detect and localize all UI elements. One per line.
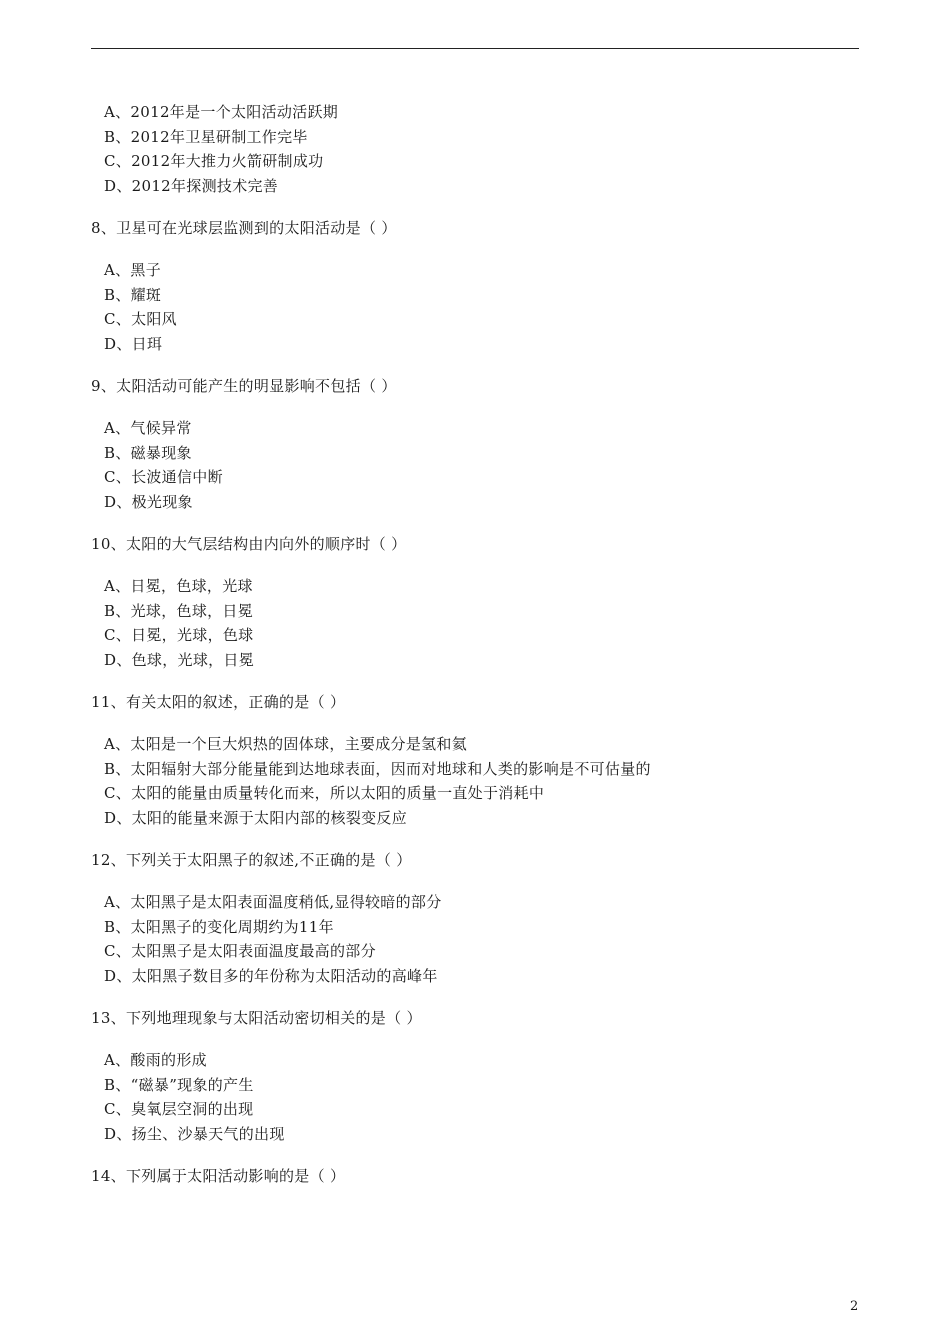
option-q13-a: A、酸雨的形成 [104,1051,207,1069]
option-q9-b: B、磁暴现象 [104,444,192,462]
option-q13-d: D、扬尘、沙暴天气的出现 [104,1125,285,1143]
option-q7-a: A、2012年是一个太阳活动活跃期 [104,103,339,121]
option-q11-a: A、太阳是一个巨大炽热的固体球，主要成分是氢和氦 [104,735,468,753]
option-q8-b: B、耀斑 [104,286,162,304]
option-q7-b: B、2012年卫星研制工作完毕 [104,128,308,146]
option-q12-b: B、太阳黑子的变化周期约为11年 [104,918,334,936]
option-q7-c: C、2012年大推力火箭研制成功 [104,152,324,170]
option-q11-c: C、太阳的能量由质量转化而来，所以太阳的质量一直处于消耗中 [104,784,545,802]
option-q13-b: B、“磁暴”现象的产生 [104,1076,254,1094]
option-q11-d: D、太阳的能量来源于太阳内部的核裂变反应 [104,809,408,827]
option-q8-a: A、黑子 [104,261,162,279]
option-q7-d: D、2012年探测技术完善 [104,177,279,195]
option-q12-a: A、太阳黑子是太阳表面温度稍低,显得较暗的部分 [104,893,442,911]
question-12: 12、下列关于太阳黑子的叙述,不正确的是（ ） [91,851,412,869]
option-q12-c: C、太阳黑子是太阳表面温度最高的部分 [104,942,376,960]
question-11: 11、有关太阳的叙述，正确的是（ ） [91,693,346,711]
question-14: 14、下列属于太阳活动影响的是（ ） [91,1167,346,1185]
header-rule [91,48,859,49]
option-q9-a: A、气候异常 [104,419,192,437]
option-q9-d: D、极光现象 [104,493,193,511]
page-number: 2 [850,1299,859,1314]
option-q8-d: D、日珥 [104,335,163,353]
option-q10-b: B、光球，色球，日冕 [104,602,254,620]
option-q10-d: D、色球，光球，日冕 [104,651,255,669]
option-q11-b: B、太阳辐射大部分能量能到达地球表面，因而对地球和人类的影响是不可估量的 [104,760,651,778]
question-10: 10、太阳的大气层结构由内向外的顺序时（ ） [91,535,407,553]
question-9: 9、太阳活动可能产生的明显影响不包括（ ） [91,377,397,395]
option-q13-c: C、臭氧层空洞的出现 [104,1100,254,1118]
option-q12-d: D、太阳黑子数目多的年份称为太阳活动的高峰年 [104,967,438,985]
option-q10-a: A、日冕，色球，光球 [104,577,253,595]
option-q8-c: C、太阳风 [104,310,177,328]
option-q10-c: C、日冕，光球，色球 [104,626,254,644]
option-q9-c: C、长波通信中断 [104,468,223,486]
question-13: 13、下列地理现象与太阳活动密切相关的是（ ） [91,1009,422,1027]
question-8: 8、卫星可在光球层监测到的太阳活动是（ ） [91,219,397,237]
